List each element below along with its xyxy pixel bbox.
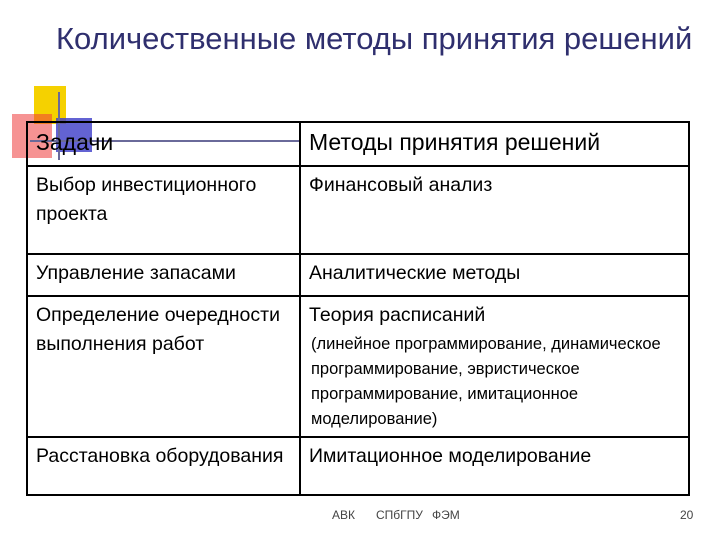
table-row bbox=[27, 166, 689, 254]
method-cell: Аналитические методы bbox=[300, 254, 689, 296]
method-cell: Финансовый анализ bbox=[300, 166, 689, 254]
task-cell: Выбор инвестиционного проекта bbox=[27, 166, 300, 254]
table-row bbox=[27, 254, 689, 296]
footer-faculty: ФЭМ bbox=[432, 508, 460, 522]
table-row bbox=[27, 296, 689, 437]
page-number: 20 bbox=[680, 508, 694, 522]
header-methods: Методы принятия решений bbox=[300, 122, 689, 166]
task-cell: Расстановка оборудования bbox=[27, 437, 300, 495]
task-cell: Управление запасами bbox=[27, 254, 300, 296]
method-cell-with-note bbox=[300, 296, 689, 437]
table-row bbox=[27, 437, 689, 495]
header-tasks: Задачи bbox=[27, 122, 300, 166]
method-note: (линейное программирование, динамическое программирование, эвристическое программирование, имитационное моделирование) bbox=[311, 335, 661, 428]
slide-title: Количественные методы принятия решений bbox=[56, 21, 693, 56]
method-text: Теория расписаний bbox=[309, 304, 486, 326]
methods-table bbox=[26, 121, 690, 496]
method-cell: Имитационное моделирование bbox=[300, 437, 689, 495]
task-cell: Определение очередности выполнения работ bbox=[27, 296, 300, 437]
table-header-row bbox=[27, 122, 689, 166]
footer-university: СПбГПУ bbox=[376, 508, 423, 522]
footer-author: АВК bbox=[332, 508, 355, 522]
